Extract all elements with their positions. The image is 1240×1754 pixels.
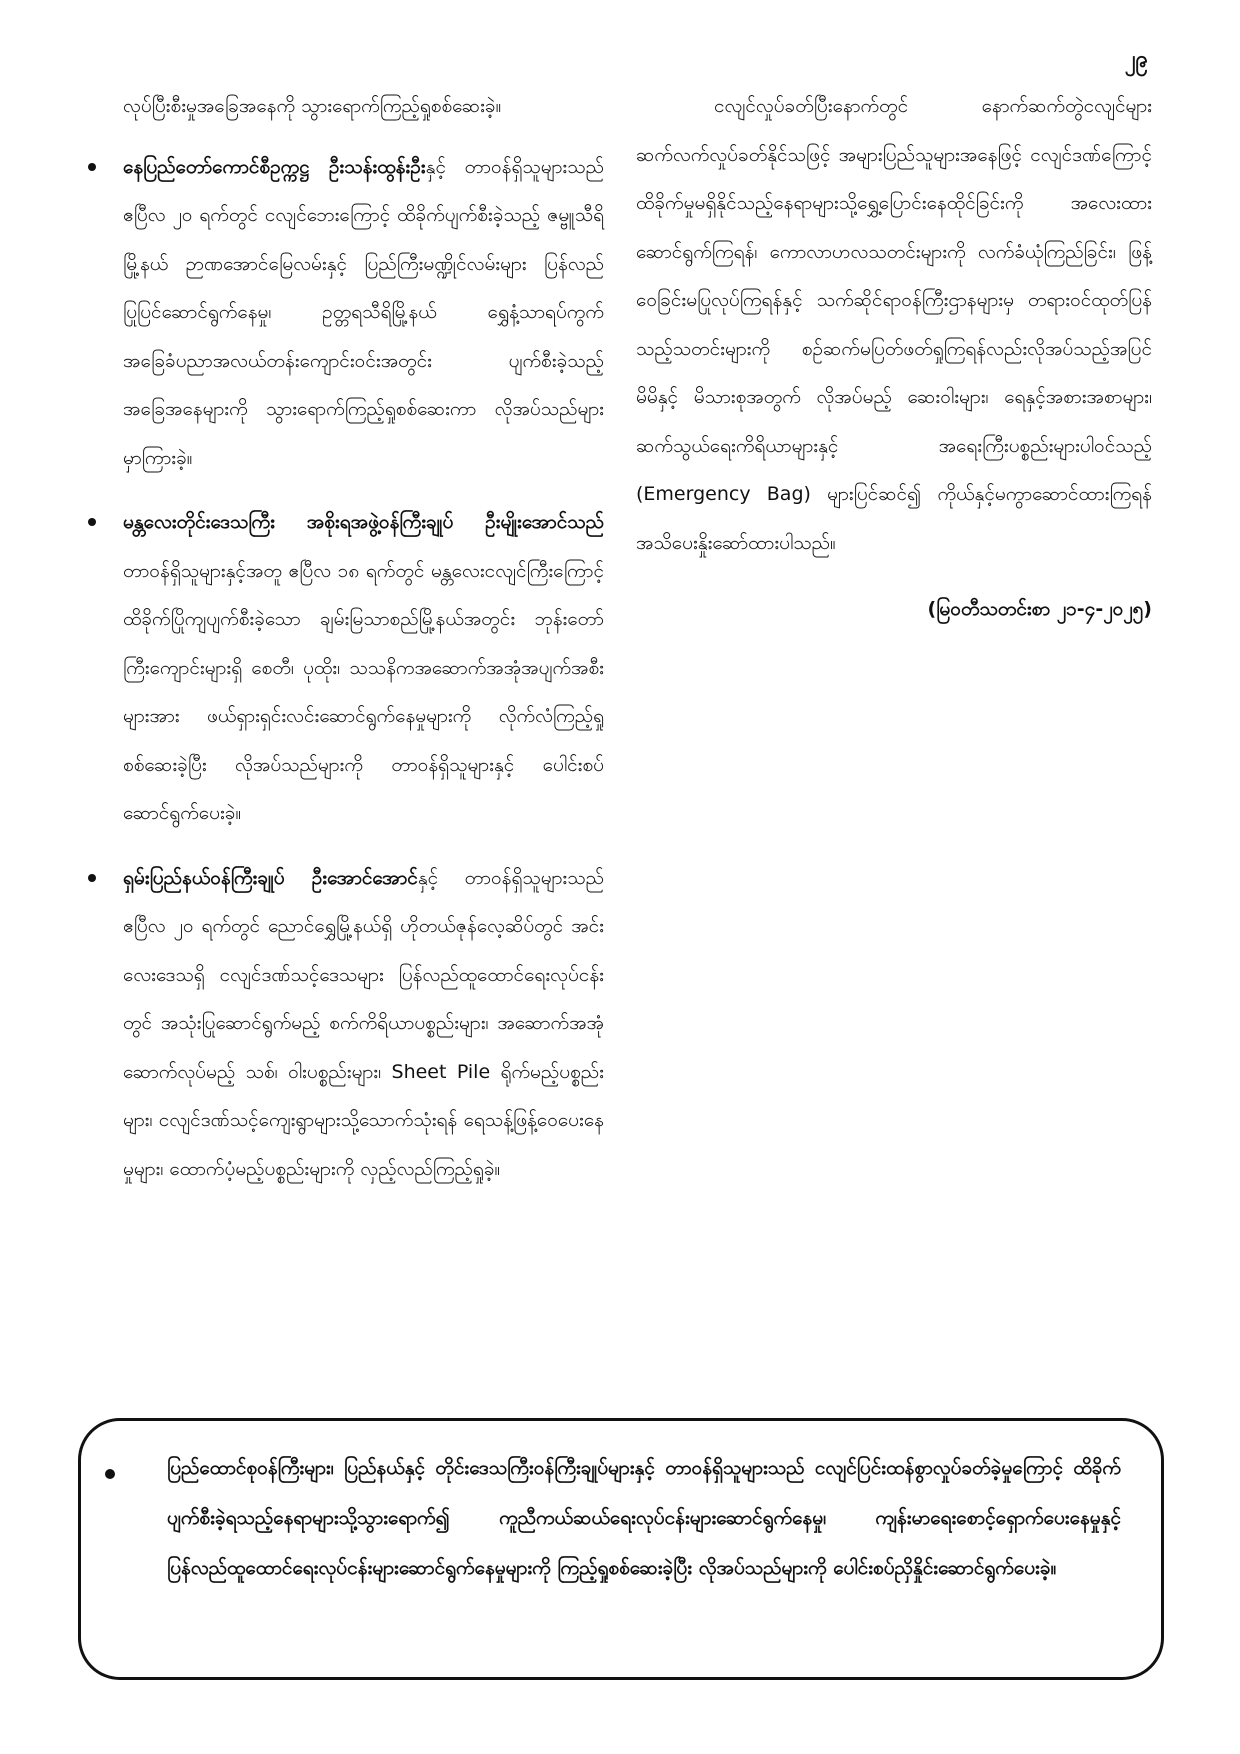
bullet-icon — [88, 163, 96, 171]
bullet-icon — [88, 874, 96, 882]
source-citation: (မြဝတီသတင်းစာ ၂၁-၄-၂၀၂၅) — [927, 598, 1152, 620]
summary-box — [78, 1418, 1164, 1680]
item-heading: မန္တလေးတိုင်းဒေသကြီး အစိုးရအဖွဲ့ဝန်ကြီးချုပ် ဦးမျိုးအောင်သည် — [123, 511, 604, 533]
list-item — [88, 854, 604, 1194]
left-column — [88, 82, 604, 1209]
list-item — [88, 498, 604, 838]
bullet-icon — [88, 518, 96, 526]
item-heading: ရှမ်းပြည်နယ်ဝန်ကြီးချုပ် ဦးအောင်အောင် — [123, 866, 418, 889]
list-item — [88, 143, 604, 483]
summary-text: ပြည်ထောင်စုဝန်ကြီးများ၊ ပြည်နယ်နှင့် တိုင်းဒေသကြီးဝန်ကြီးချုပ်များနှင့် တာဝန်ရှိသူများသည် ငလျင်ပြင်းထန်စွာလှုပ်ခတ်ခဲ့မှုကြောင့် ထိခိုက်ပျက်စီးခဲ့ရသည့်နေရာများသို့သွားရောက်၍ ကူညီကယ်ဆယ်ရေးလုပ်ငန်းများဆောင်ရွက်နေမှု၊ ကျန်းမာရေးစောင့်ရှောက်ပေးနေမှုနှင့် ပြန်လည်ထူထောင်ရေးလုပ်ငန်းများဆောင်ရွက်နေမှုများကို ကြည့်ရှုစစ်ဆေးခဲ့ပြီး လိုအပ်သည်များကို ပေါင်းစပ်ညှိနှိုင်းဆောင်ရွက်ပေးခဲ့။ — [167, 1457, 1121, 1579]
advisory-paragraph: ငလျင်လှုပ်ခတ်ပြီးနောက်တွင် နောက်ဆက်တွဲငလျင်များ ဆက်လက်လှုပ်ခတ်နိုင်သဖြင့် အများပြည်သူများအနေဖြင့် ငလျင်ဒဏ်ကြောင့် ထိခိုက်မှုမရှိနိုင်သည့်နေရာများသို့ရွှေ့ပြောင်းနေထိုင်ခြင်းကို အလေးထားဆောင်ရွက်ကြရန်၊ ကောလာဟလသတင်းများကို လက်ခံယုံကြည်ခြင်း၊ ဖြန့်ဝေခြင်းမပြုလုပ်ကြရန်နှင့် သက်ဆိုင်ရာဝန်ကြီးဌာနများမှ တရားဝင်ထုတ်ပြန်သည့်သတင်းများကို စဉ်ဆက်မပြတ်ဖတ်ရှုကြရန်လည်းလိုအပ်သည့်အပြင် မိမိနှင့် မိသားစုအတွက် လိုအပ်မည့် ဆေးဝါးများ၊ ရေနှင့်အစားအစာများ၊ ဆက်သွယ်ရေးကိရိယာများနှင့် အရေးကြီးပစ္စည်းများပါဝင်သည့် (Emergency Bag) များပြင်ဆင်၍ ကိုယ်နှင့်မကွာဆောင်ထားကြရန် အသိပေးနှိုးဆော်ထားပါသည်။ — [636, 95, 1152, 554]
bullet-list — [88, 143, 604, 1194]
item-text: တာဝန်ရှိသူများနှင့်အတူ ဧပြီလ ၁၈ ရက်တွင် မန္တလေးငလျင်ကြီးကြောင့် ထိခိုက်ပြိုကျပျက်စီးခဲ့သော ချမ်းမြသာစည်မြို့နယ်အတွင်း ဘုန်းတော်ကြီးကျောင်းများရှိ စေတီ၊ ပုထိုး၊ သသနိကအဆောက်အအုံအပျက်အစီးများအား ဖယ်ရှားရှင်းလင်းဆောင်ရွက်နေမှုများကို လိုက်လံကြည့်ရှုစစ်ဆေးခဲ့ပြီး လိုအပ်သည်များကို တာဝန်ရှိသူများနှင့် ပေါင်းစပ်ဆောင်ရွက်ပေးခဲ့။ — [123, 559, 604, 824]
page-number: ၂၉ — [1124, 47, 1148, 72]
right-column — [636, 82, 1152, 653]
item-text: နှင့် တာဝန်ရှိသူများသည် ဧပြီလ ၂၀ ရက်တွင် ငလျင်ဘေးကြောင့် ထိခိုက်ပျက်စီးခဲ့သည့် ဇမ္ဗူသီရိမြို့နယ် ဉာဏအောင်မြေလမ်းနှင့် ပြည်ကြီးမဏ္ဍိုင်လမ်းများ ပြန်လည်ပြုပြင်ဆောင်ရွက်နေမှု၊ ဥတ္တရသီရိမြို့နယ် ရွှေနံ့သာရပ်ကွက် အခြေခံပညာအလယ်တန်းကျောင်းဝင်းအတွင်း ပျက်စီးခဲ့သည့်အခြေအနေများကို သွားရောက်ကြည့်ရှုစစ်ဆေးကာ လိုအပ်သည်များမှာကြားခဲ့။ — [123, 155, 604, 469]
item-heading: နေပြည်တော်ကောင်စီဥက္ကဋ္ဌ ဦးသန်းထွန်းဦး — [123, 155, 426, 178]
lead-paragraph: လုပ်ပြီးစီးမှုအခြေအနေကို သွားရောက်ကြည့်ရှုစစ်ဆေးခဲ့။ — [123, 95, 502, 117]
bullet-icon — [105, 1469, 115, 1479]
item-text: နှင့် တာဝန်ရှိသူများသည် ဧပြီလ ၂၀ ရက်တွင် ညောင်ရွှေမြို့နယ်ရှိ ဟိုတယ်ဇုန်လေ့ဆိပ်တွင် အင်းလေးဒေသရှိ ငလျင်ဒဏ်သင့်ဒေသများ ပြန်လည်ထူထောင်ရေးလုပ်ငန်းတွင် အသုံးပြုဆောင်ရွက်မည့် စက်ကိရိယာပစ္စည်းများ၊ အဆောက်အအုံဆောက်လုပ်မည့် သစ်၊ ဝါးပစ္စည်းများ၊ Sheet Pile ရိုက်မည့်ပစ္စည်းများ၊ ငလျင်ဒဏ်သင့်ကျေးရွာများသို့သောက်သုံးရန် ရေသန့်ဖြန့်ဝေပေးနေမှုများ၊ ထောက်ပံ့မည့်ပစ္စည်းများကို လှည့်လည်ကြည့်ရှုခဲ့။ — [123, 866, 604, 1180]
